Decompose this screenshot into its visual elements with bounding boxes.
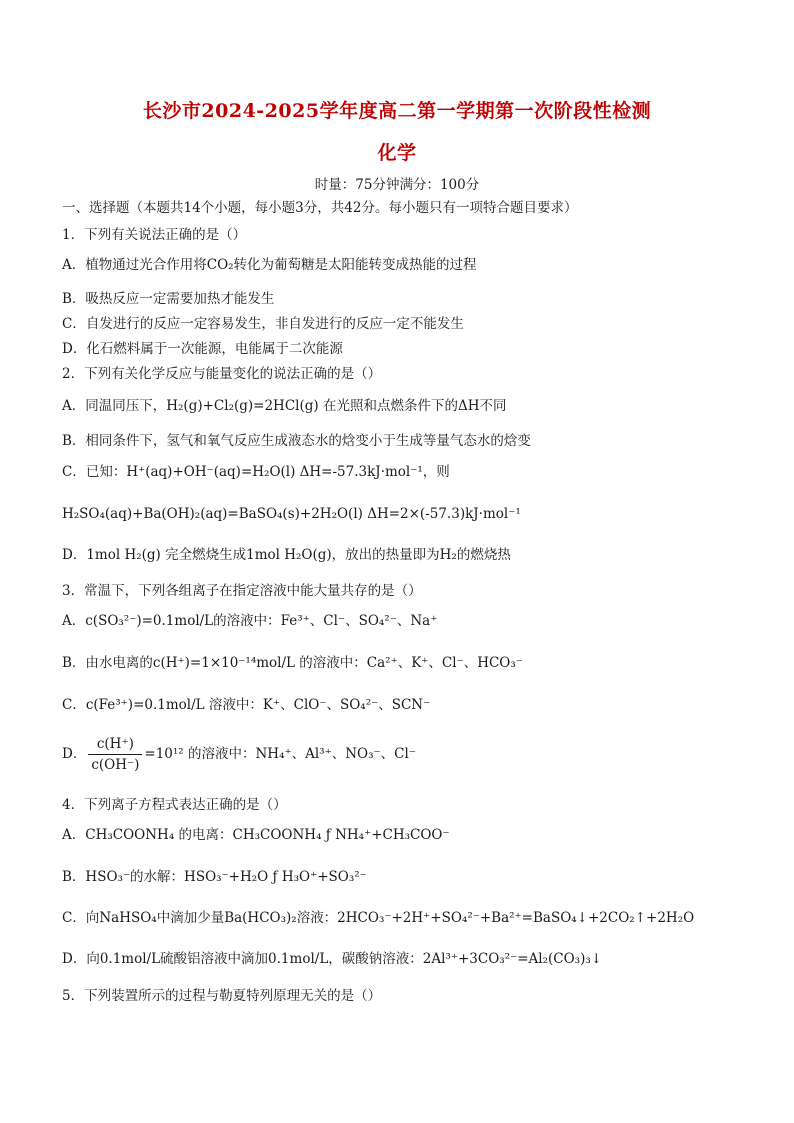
q1-stem: 1．下列有关说法正确的是（）: [62, 227, 247, 243]
time-info: 时量：75分钟满分：100分: [314, 177, 480, 193]
q4-option-c: C．向NaHSO₄中滴加少量Ba(HCO₃)₂溶液：2HCO₃⁻+2H⁺+SO₄²⁻+Ba²⁺=BaSO₄↓+2CO₂↑+2H₂O: [62, 910, 695, 926]
q5-stem: 5．下列装置所示的过程与勒夏特列原理无关的是（）: [62, 988, 382, 1004]
q4-option-b: B．HSO₃⁻的水解：HSO₃⁻+H₂O ƒ H₃O⁺+SO₃²⁻: [62, 869, 367, 885]
q4-option-a: A．CH₃COONH₄ 的电离：CH₃COONH₄ ƒ NH₄⁺+CH₃COO⁻: [62, 827, 450, 843]
q2-option-c: C．已知：H⁺(aq)+OH⁻(aq)=H₂O(l) ΔH=-57.3kJ·mol⁻¹，则: [62, 464, 450, 480]
q3-stem: 3．常温下，下列各组离子在指定溶液中能大量共存的是（）: [62, 583, 422, 599]
q3-option-b: B．由水电离的c(H⁺)=1×10⁻¹⁴mol/L 的溶液中：Ca²⁺、K⁺、Cl⁻、HCO₃⁻: [62, 655, 523, 671]
q3-option-a: A．c(SO₃²⁻)=0.1mol/L的溶液中：Fe³⁺、Cl⁻、SO₄²⁻、Na⁺: [62, 613, 438, 629]
q1-option-d: D．化石燃料属于一次能源，电能属于二次能源: [62, 341, 343, 357]
subject-title: 化学: [377, 142, 417, 164]
fraction-denominator: c(OH⁻): [91, 757, 140, 773]
q4-option-d: D．向0.1mol/L硫酸铝溶液中滴加0.1mol/L，碳酸钠溶液：2Al³⁺+3CO₃²⁻=Al₂(CO₃)₃↓: [62, 951, 603, 967]
section-heading: 一、选择题（本题共14个小题，每小题3分，共42分。每小题只有一项特合题目要求）: [62, 200, 578, 216]
q2-option-a: A．同温同压下，H₂(g)+Cl₂(g)=2HCl(g) 在光照和点燃条件下的ΔH不同: [62, 398, 507, 414]
q2-option-b: B．相同条件下，氢气和氧气反应生成液态水的焓变小于生成等量气态水的焓变: [62, 433, 531, 449]
q2-option-c-equation: H₂SO₄(aq)+Ba(OH)₂(aq)=BaSO₄(s)+2H₂O(l) ΔH=2×(-57.3)kJ·mol⁻¹: [62, 506, 521, 522]
exam-title: 长沙市2024-2025学年度高二第一学期第一次阶段性检测: [142, 100, 652, 122]
q1-option-c: C．自发进行的反应一定容易发生，非自发进行的反应一定不能发生: [62, 316, 464, 332]
q3-option-d-rest: =10¹² 的溶液中：NH₄⁺、Al³⁺、NO₃⁻、Cl⁻: [144, 746, 416, 762]
q3-option-d: [62, 735, 416, 774]
q2-stem: 2．下列有关化学反应与能量变化的说法正确的是（）: [62, 366, 382, 382]
q1-option-b: B．吸热反应一定需要加热才能发生: [62, 291, 275, 307]
q1-option-a: A．植物通过光合作用将CO₂转化为葡萄糖是太阳能转变成热能的过程: [62, 257, 477, 273]
q3-option-c: C．c(Fe³⁺)=0.1mol/L 溶液中：K⁺、ClO⁻、SO₄²⁻、SCN⁻: [62, 697, 431, 713]
ratio-fraction: [88, 735, 142, 774]
q2-option-d: D．1mol H₂(g) 完全燃烧生成1mol H₂O(g)，放出的热量即为H₂的燃烧热: [62, 547, 511, 563]
q3-option-d-label: D．: [62, 746, 87, 762]
q4-stem: 4．下列离子方程式表达正确的是（）: [62, 797, 287, 813]
fraction-numerator: c(H⁺): [88, 735, 142, 755]
